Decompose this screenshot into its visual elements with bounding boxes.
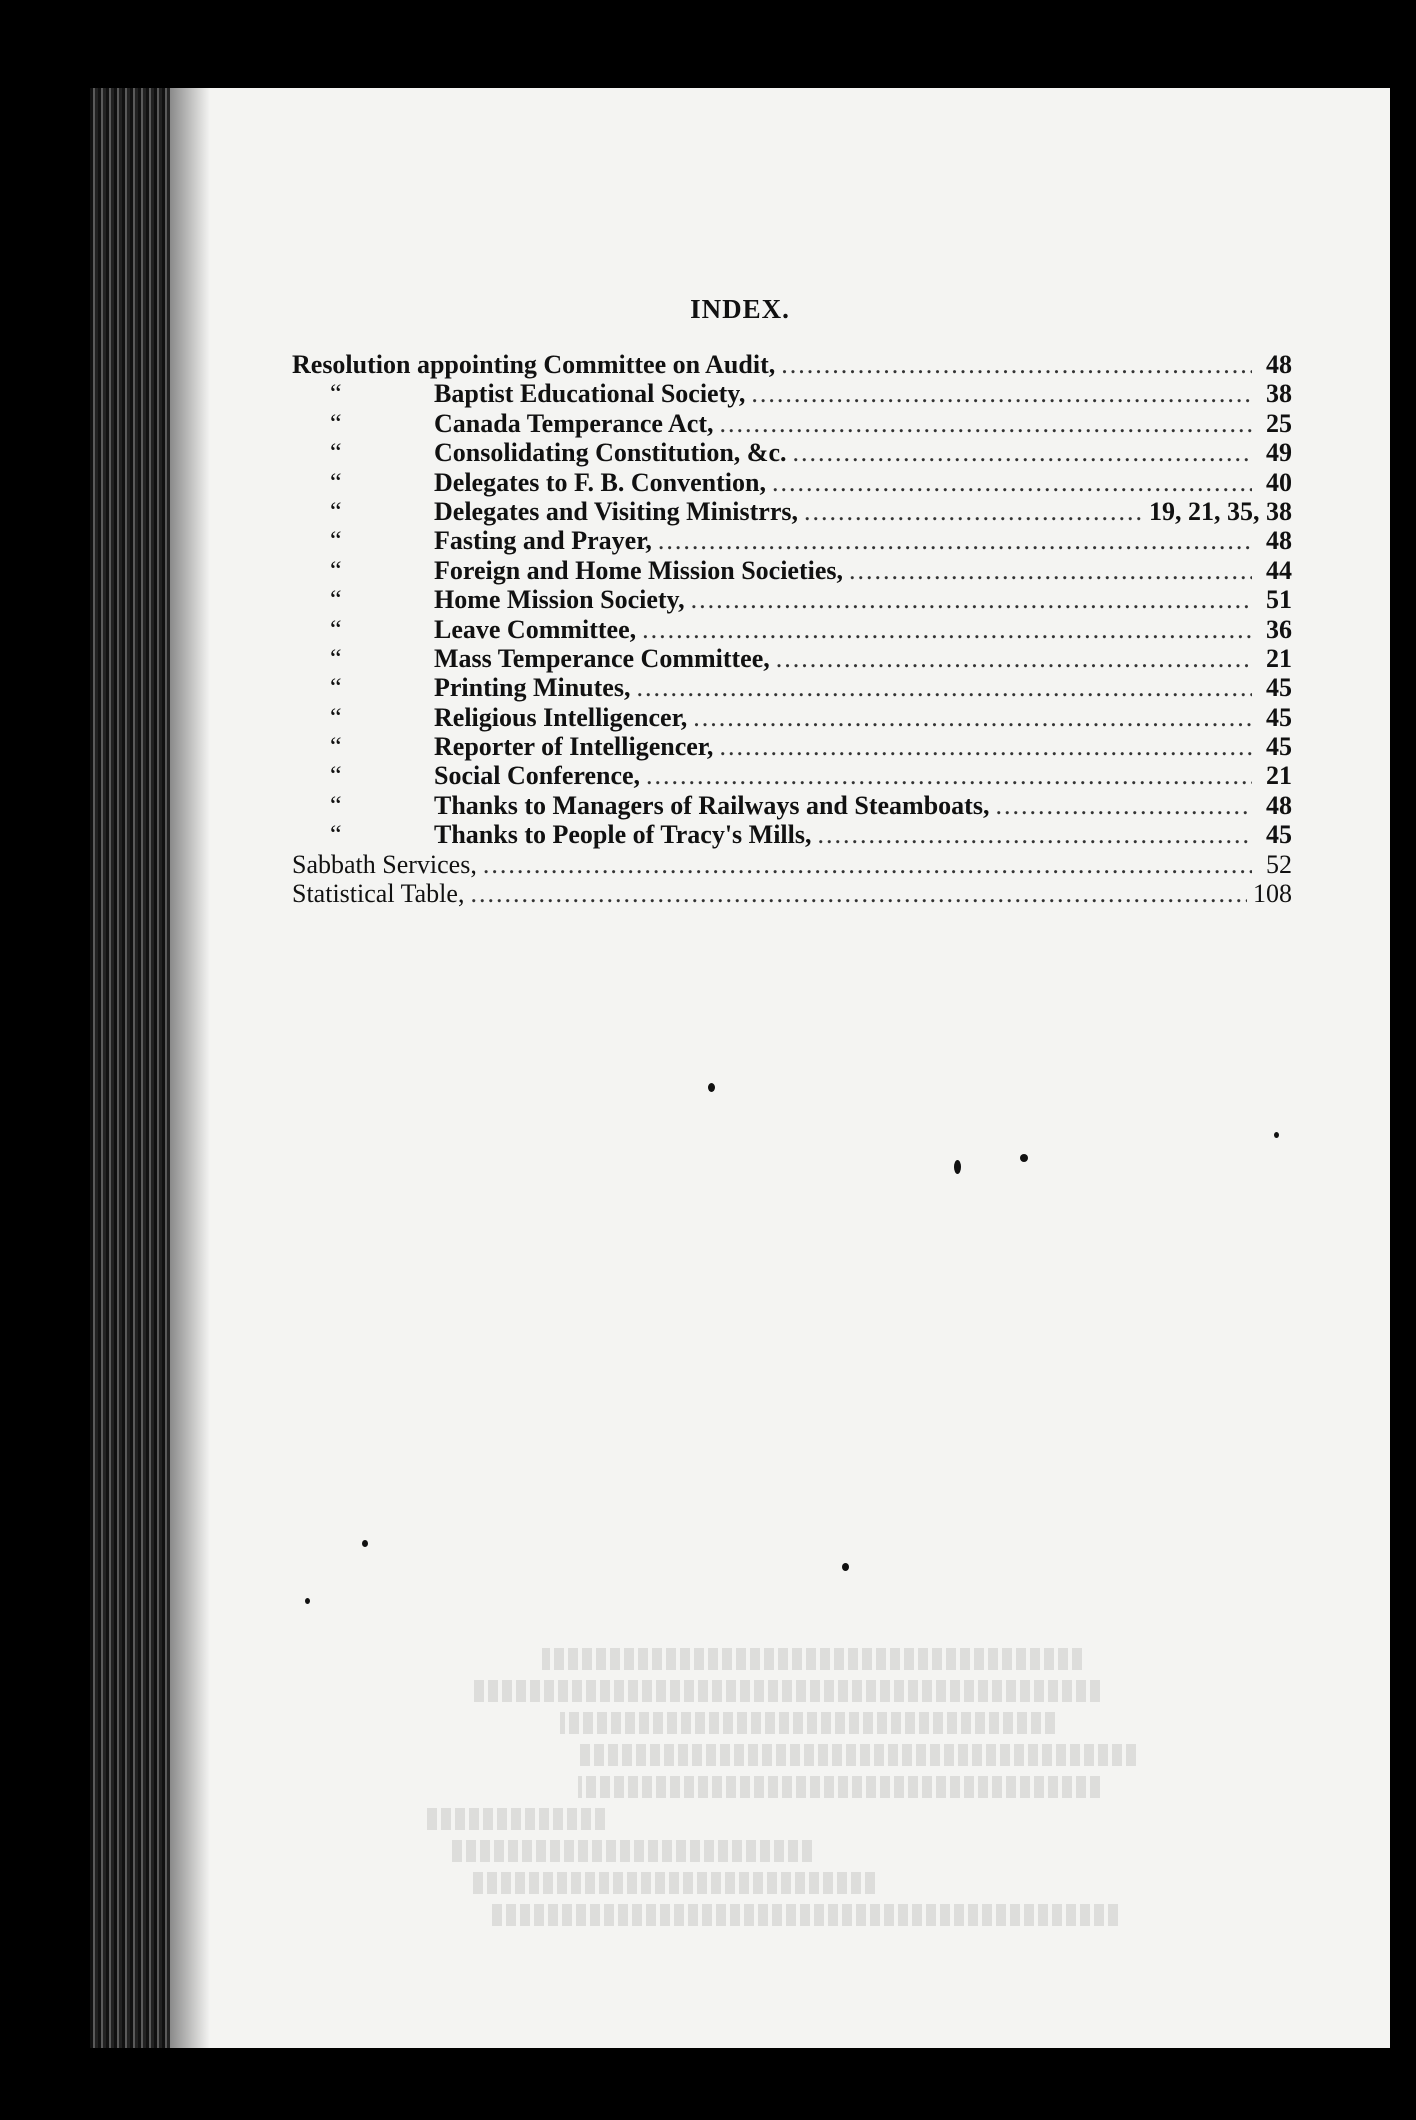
- index-entry: [292, 879, 1292, 908]
- entry-page: 36: [1266, 614, 1292, 644]
- ink-speck: [362, 1540, 368, 1547]
- entry-label: Sabbath Services,: [292, 849, 477, 879]
- index-entry: [292, 350, 1292, 379]
- index-entry: [292, 820, 1292, 849]
- entry-page: 21: [1266, 643, 1292, 673]
- ditto-mark: “: [330, 526, 342, 556]
- entry-page: 40: [1266, 467, 1292, 497]
- ditto-mark: “: [330, 732, 342, 762]
- page-title: INDEX.: [690, 294, 790, 324]
- entry-page: 45: [1266, 820, 1292, 850]
- leader-dots: [793, 438, 1253, 468]
- leader-dots: [691, 585, 1252, 615]
- leader-dots: [636, 673, 1252, 703]
- entry-label: Baptist Educational Society,: [434, 379, 746, 409]
- index-entry: [292, 468, 1292, 497]
- entry-page: 48: [1266, 790, 1292, 820]
- entry-lead: Resolution appointing: [292, 350, 537, 379]
- leader-dots: [751, 379, 1252, 409]
- ink-speck: [842, 1563, 849, 1571]
- index-entry: [292, 497, 1292, 526]
- leader-dots: [849, 556, 1252, 586]
- index-entry: [292, 850, 1292, 879]
- ditto-mark: “: [330, 379, 342, 409]
- entry-label: Foreign and Home Mission Societies,: [434, 555, 844, 585]
- leader-dots: [646, 761, 1252, 791]
- entry-label: Thanks to Managers of Railways and Steamboats,: [434, 790, 990, 820]
- entry-page: 25: [1266, 408, 1292, 438]
- index-entry: [292, 379, 1292, 408]
- leader-dots: [804, 497, 1143, 527]
- entry-label: Leave Committee,: [434, 614, 637, 644]
- entry-label: Fasting and Prayer,: [434, 526, 652, 556]
- ditto-mark: “: [330, 585, 342, 615]
- leader-dots: [642, 615, 1252, 645]
- entry-page: 45: [1266, 702, 1292, 732]
- bleed-through-text: [380, 1648, 1280, 1978]
- ditto-mark: “: [330, 790, 342, 820]
- leader-dots: [719, 732, 1252, 762]
- leader-dots: [995, 791, 1252, 821]
- index-entry: [292, 526, 1292, 555]
- entry-label: Mass Temperance Committee,: [434, 643, 770, 673]
- entry-page: 21: [1266, 761, 1292, 791]
- entry-label: Reporter of Intelligencer,: [434, 732, 714, 762]
- leader-dots: [470, 879, 1247, 909]
- ditto-mark: “: [330, 555, 342, 585]
- entry-label: Canada Temperance Act,: [434, 408, 714, 438]
- entry-label: Thanks to People of Tracy's Mills,: [434, 820, 812, 850]
- ditto-mark: “: [330, 614, 342, 644]
- book-page-edges: [90, 88, 170, 2048]
- entry-page: 48: [1266, 350, 1292, 379]
- ink-speck: [954, 1160, 961, 1174]
- entry-label: Statistical Table,: [292, 879, 465, 909]
- leader-dots: [720, 409, 1253, 439]
- entry-label: Printing Minutes,: [434, 673, 631, 703]
- index-entry: [292, 585, 1292, 614]
- leader-dots: [776, 644, 1252, 674]
- leader-dots: [693, 703, 1252, 733]
- entry-page: 52: [1266, 849, 1292, 879]
- entry-label: Religious Intelligencer,: [434, 702, 688, 732]
- entry-page: 45: [1266, 673, 1292, 703]
- index-entry: [292, 761, 1292, 790]
- ditto-mark: “: [330, 643, 342, 673]
- index-entry: [292, 673, 1292, 702]
- ditto-mark: “: [330, 408, 342, 438]
- entry-label: Consolidating Constitution, &c.: [434, 438, 787, 468]
- index-entry: [292, 644, 1292, 673]
- index-entry: [292, 409, 1292, 438]
- ink-speck: [1274, 1132, 1279, 1138]
- index-entry: [292, 438, 1292, 467]
- index-entry: [292, 732, 1292, 761]
- index-entry: [292, 615, 1292, 644]
- index-entry: [292, 791, 1292, 820]
- entry-page: 51: [1266, 585, 1292, 615]
- leader-dots: [483, 850, 1252, 880]
- entry-page: 45: [1266, 732, 1292, 762]
- leader-dots: [658, 526, 1252, 556]
- ink-speck: [1020, 1154, 1028, 1162]
- ink-speck: [305, 1598, 310, 1604]
- ditto-mark: “: [330, 438, 342, 468]
- gutter-shadow: [170, 88, 210, 2048]
- entry-label: Delegates and Visiting Ministrrs,: [434, 496, 798, 526]
- entry-label: Committee on Audit,: [543, 350, 776, 379]
- index-list: [292, 350, 1292, 908]
- leader-dots: [818, 820, 1253, 850]
- entry-page: 19, 21, 35, 38: [1149, 496, 1292, 526]
- leader-dots: [781, 350, 1252, 380]
- ink-speck: [708, 1083, 715, 1092]
- entry-page: 108: [1253, 879, 1292, 909]
- index-entry: [292, 556, 1292, 585]
- ditto-mark: “: [330, 467, 342, 497]
- entry-page: 44: [1266, 555, 1292, 585]
- ditto-mark: “: [330, 496, 342, 526]
- entry-page: 48: [1266, 526, 1292, 556]
- ditto-mark: “: [330, 820, 342, 850]
- ditto-mark: “: [330, 761, 342, 791]
- entry-page: 49: [1266, 438, 1292, 468]
- ditto-mark: “: [330, 702, 342, 732]
- index-entry: [292, 703, 1292, 732]
- ditto-mark: “: [330, 673, 342, 703]
- entry-page: 38: [1266, 379, 1292, 409]
- leader-dots: [772, 468, 1252, 498]
- entry-label: Social Conference,: [434, 761, 641, 791]
- entry-label: Delegates to F. B. Convention,: [434, 467, 766, 497]
- document-page: [90, 88, 1390, 2048]
- entry-label: Home Mission Society,: [434, 585, 685, 615]
